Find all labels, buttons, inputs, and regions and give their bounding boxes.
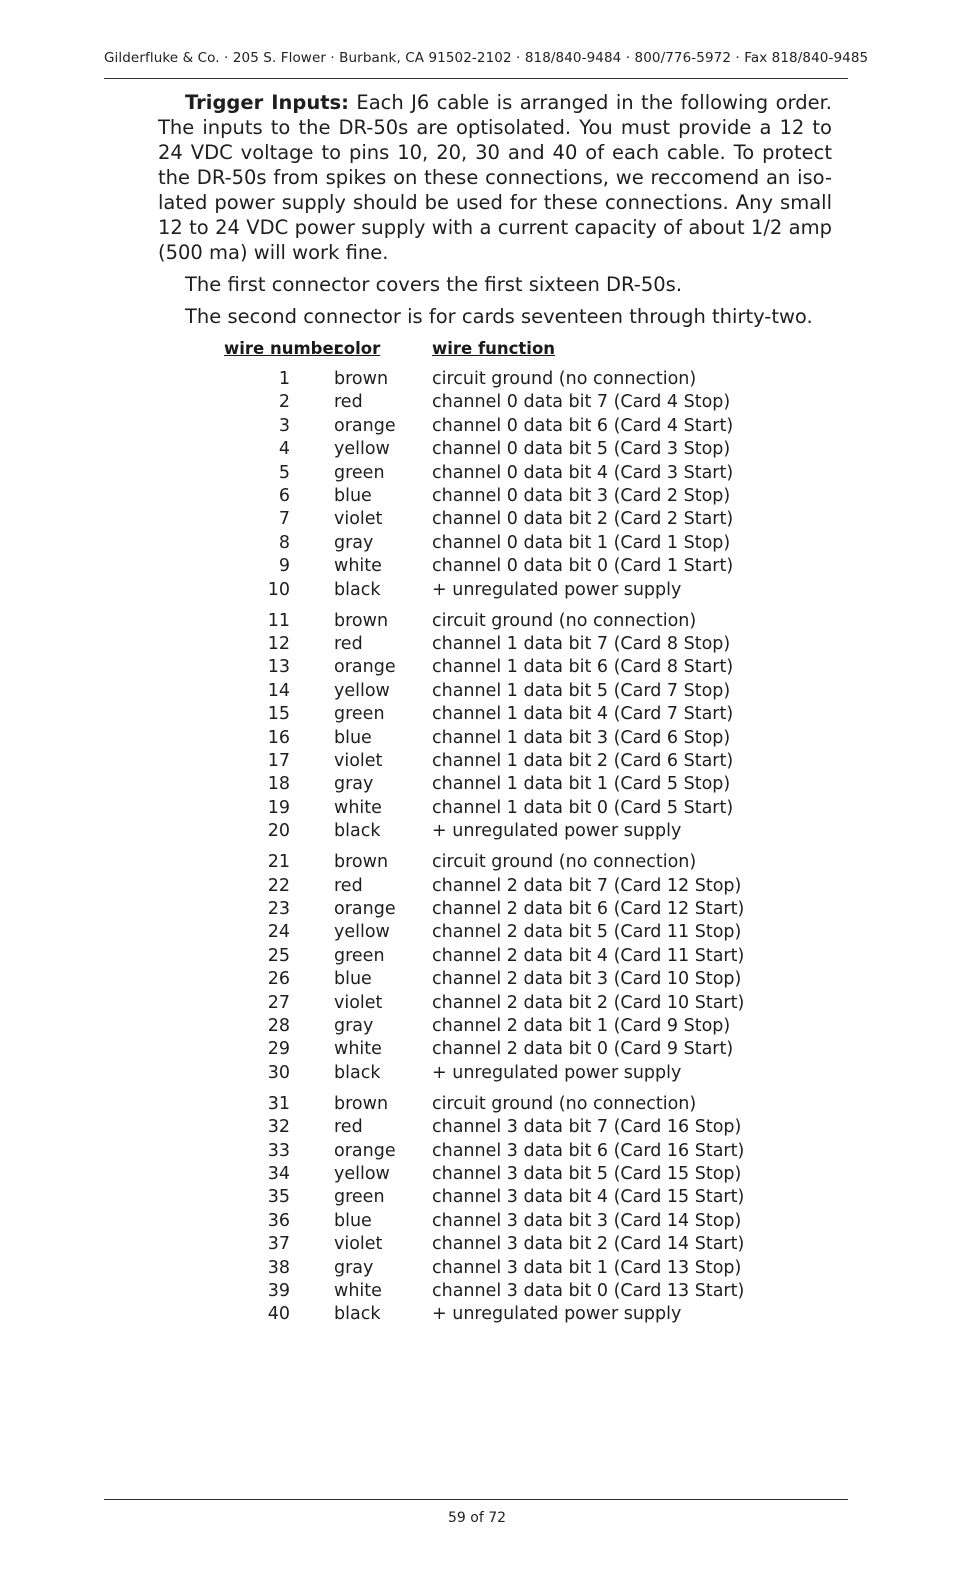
wire-color-cell: yellow [334,1163,390,1184]
wire-function-cell: channel 0 data bit 7 (Card 4 Stop) [432,392,731,413]
wire-color-cell: white [334,1039,382,1060]
table-row [0,1210,954,1233]
table-row [0,750,954,773]
wire-color-cell: brown [334,852,389,873]
wire-color-cell: blue [334,969,372,990]
wire-function-cell: channel 1 data bit 0 (Card 5 Start) [432,797,734,818]
wire-color-cell: green [334,704,385,725]
wire-function-cell: + unregulated power supply [432,579,682,600]
wire-color-cell: black [334,821,381,842]
wire-color-cell: orange [334,657,396,678]
wire-color-cell: brown [334,610,389,631]
wire-number-cell: 12 [267,633,290,654]
wire-group [0,610,954,844]
wire-function-cell: channel 2 data bit 4 (Card 11 Start) [432,945,745,966]
paragraph-body: Each J6 cable is arranged in the following order. The inputs to the DR-50s are optisolated. You must provide a 12 to 24 VDC voltage to pins 10, 20, 30 and 40 of each cable. To protect the DR-50s from spikes on these connections, we reccomend an iso-lated power supply should be used for these connections. Any small 12 to 24 VDC power supply with a current capacity of about 1/2 amp (500 ma) will work fine. [158,91,832,264]
wire-number-cell: 25 [267,945,290,966]
table-row [0,610,954,633]
wire-number-cell: 33 [267,1140,290,1161]
footer-divider [104,1499,848,1500]
table-row [0,1303,954,1326]
table-row [0,820,954,843]
wire-function-cell: channel 0 data bit 3 (Card 2 Stop) [432,485,731,506]
table-row [0,1015,954,1038]
table-row [0,532,954,555]
wire-number-cell: 29 [267,1039,290,1060]
wire-color-cell: violet [334,1234,383,1255]
wire-function-cell: channel 0 data bit 4 (Card 3 Start) [432,462,734,483]
wire-number-cell: 28 [267,1015,290,1036]
table-row [0,898,954,921]
table-row [0,485,954,508]
wire-number-cell: 2 [278,392,290,413]
table-row [0,921,954,944]
table-row [0,1257,954,1280]
table-row [0,462,954,485]
wire-group [0,1093,954,1327]
wire-function-cell: channel 3 data bit 3 (Card 14 Stop) [432,1210,742,1231]
wire-function-cell: circuit ground (no connection) [432,369,697,389]
table-row [0,1280,954,1303]
wire-color-cell: green [334,462,385,483]
wire-function-cell: channel 3 data bit 1 (Card 13 Stop) [432,1257,742,1278]
table-row [0,992,954,1015]
wire-number-cell: 14 [267,680,290,701]
wire-color-cell: yellow [334,922,390,943]
wire-function-cell: channel 1 data bit 7 (Card 8 Stop) [432,633,731,654]
wire-function-cell: channel 2 data bit 7 (Card 12 Stop) [432,875,742,896]
wire-color-cell: red [334,875,363,896]
wire-color-cell: violet [334,992,383,1013]
wire-color-cell: orange [334,1140,396,1161]
wire-number-cell: 3 [278,415,290,436]
wire-function-cell: channel 0 data bit 6 (Card 4 Start) [432,415,734,436]
wire-number-cell: 21 [267,852,290,873]
table-row [0,875,954,898]
wire-function-cell: channel 0 data bit 0 (Card 1 Start) [432,556,734,577]
wire-function-cell: channel 2 data bit 1 (Card 9 Stop) [432,1015,731,1036]
wire-number-cell: 20 [267,821,290,842]
wire-number-cell: 4 [278,439,290,460]
wire-function-cell: + unregulated power supply [432,1062,682,1083]
table-row [0,1038,954,1061]
wire-color-cell: yellow [334,439,390,460]
table-row [0,555,954,578]
wire-color-cell: gray [334,1015,374,1036]
wire-function-cell: channel 3 data bit 4 (Card 15 Start) [432,1187,745,1208]
wire-color-cell: blue [334,485,372,506]
wire-group [0,851,954,1085]
table-row [0,1093,954,1116]
wire-function-cell: circuit ground (no connection) [432,852,697,873]
wire-number-cell: 35 [267,1187,290,1208]
wire-function-cell: channel 2 data bit 6 (Card 12 Start) [432,898,745,919]
column-header-wire-function: wire function [432,339,556,358]
wire-number-cell: 13 [267,657,290,678]
wire-number-cell: 30 [267,1062,290,1083]
wire-color-cell: brown [334,369,389,389]
wire-color-cell: green [334,1187,385,1208]
wire-color-cell: green [334,945,385,966]
table-row [0,438,954,461]
wire-color-cell: blue [334,1210,372,1231]
wire-function-cell: channel 1 data bit 2 (Card 6 Start) [432,750,734,771]
wire-color-cell: red [334,633,363,654]
wire-number-cell: 5 [278,462,290,483]
page-number: 59 of 72 [447,1510,507,1526]
wire-number-cell: 11 [267,610,290,631]
wire-number-cell: 17 [267,750,290,771]
table-row [0,368,954,391]
wire-function-cell: channel 0 data bit 2 (Card 2 Start) [432,509,734,530]
wire-function-cell: channel 1 data bit 3 (Card 6 Stop) [432,727,731,748]
wire-color-cell: white [334,556,382,577]
wire-function-cell: channel 3 data bit 0 (Card 13 Start) [432,1280,745,1301]
wire-number-cell: 8 [278,532,290,553]
wire-function-cell: channel 2 data bit 3 (Card 10 Stop) [432,969,742,990]
wire-number-cell: 18 [267,774,290,795]
wire-number-cell: 6 [278,485,290,506]
wire-function-cell: channel 1 data bit 5 (Card 7 Stop) [432,680,731,701]
wire-number-cell: 31 [267,1093,290,1114]
wire-number-cell: 7 [278,509,290,530]
table-row [0,727,954,750]
wire-number-cell: 23 [267,898,290,919]
table-row [0,1116,954,1139]
wire-function-cell: channel 3 data bit 6 (Card 16 Start) [432,1140,745,1161]
wire-number-cell: 16 [267,727,290,748]
wire-function-cell: channel 1 data bit 6 (Card 8 Start) [432,657,734,678]
table-row [0,1186,954,1209]
table-row [0,773,954,796]
wire-number-cell: 19 [267,797,290,818]
column-header-color: color [334,339,381,358]
wire-function-cell: channel 3 data bit 7 (Card 16 Stop) [432,1117,742,1138]
wire-number-cell: 32 [267,1117,290,1138]
table-row [0,391,954,414]
wire-number-cell: 36 [267,1210,290,1231]
wire-function-cell: channel 2 data bit 2 (Card 10 Start) [432,992,745,1013]
wire-table [0,368,954,1334]
wire-color-cell: black [334,579,381,600]
wire-color-cell: blue [334,727,372,748]
wire-color-cell: gray [334,532,374,553]
wire-number-cell: 9 [278,556,290,577]
second-connector-note: The second connector is for cards seventeen through thirty-two. [185,305,813,328]
wire-color-cell: violet [334,750,383,771]
wire-number-cell: 38 [267,1257,290,1278]
table-row [0,415,954,438]
wire-function-cell: channel 2 data bit 0 (Card 9 Start) [432,1039,734,1060]
table-row [0,851,954,874]
wire-function-cell: channel 0 data bit 1 (Card 1 Stop) [432,532,731,553]
wire-color-cell: white [334,1280,382,1301]
wire-number-cell: 22 [267,875,290,896]
wire-color-cell: red [334,392,363,413]
wire-number-cell: 34 [267,1163,290,1184]
trigger-inputs-paragraph [158,90,832,265]
wire-number-cell: 1 [278,369,290,389]
wire-color-cell: orange [334,415,396,436]
wire-color-cell: violet [334,509,383,530]
table-row [0,1140,954,1163]
wire-number-cell: 27 [267,992,290,1013]
wire-color-cell: gray [334,1257,374,1278]
wire-color-cell: white [334,797,382,818]
table-row [0,968,954,991]
wire-color-cell: black [334,1062,381,1083]
wire-function-cell: channel 2 data bit 5 (Card 11 Stop) [432,922,742,943]
wire-function-cell: channel 1 data bit 1 (Card 5 Stop) [432,774,731,795]
table-row [0,579,954,602]
wire-function-cell: circuit ground (no connection) [432,610,697,631]
table-row [0,1163,954,1186]
page-header: Gilderfluke & Co. · 205 S. Flower · Burbank, CA 91502-2102 · 818/840-9484 · 800/776-5972 · Fax 818/840-9485 [104,50,869,66]
header-divider [104,78,848,79]
table-row [0,703,954,726]
wire-function-cell: + unregulated power supply [432,821,682,842]
paragraph-heading: Trigger Inputs: [185,91,349,114]
wire-function-cell: channel 3 data bit 5 (Card 15 Stop) [432,1163,742,1184]
table-row [0,1062,954,1085]
table-row [0,656,954,679]
table-row [0,680,954,703]
wire-color-cell: red [334,1117,363,1138]
wire-number-cell: 39 [267,1280,290,1301]
wire-function-cell: + unregulated power supply [432,1304,682,1325]
wire-number-cell: 26 [267,969,290,990]
wire-group [0,368,954,602]
first-connector-note: The first connector covers the first sixteen DR-50s. [185,273,683,296]
wire-function-cell: channel 3 data bit 2 (Card 14 Start) [432,1234,745,1255]
table-row [0,1233,954,1256]
wire-function-cell: channel 0 data bit 5 (Card 3 Stop) [432,439,731,460]
wire-number-cell: 40 [267,1304,290,1325]
wire-color-cell: black [334,1304,381,1325]
wire-number-cell: 37 [267,1234,290,1255]
wire-color-cell: yellow [334,680,390,701]
wire-number-cell: 24 [267,922,290,943]
wire-color-cell: gray [334,774,374,795]
table-row [0,945,954,968]
wire-number-cell: 10 [267,579,290,600]
table-row [0,797,954,820]
table-row [0,633,954,656]
wire-number-cell: 15 [267,704,290,725]
wire-function-cell: circuit ground (no connection) [432,1093,697,1114]
column-header-wire-number: wire number [224,339,342,358]
table-row [0,508,954,531]
wire-color-cell: brown [334,1093,389,1114]
wire-color-cell: orange [334,898,396,919]
wire-function-cell: channel 1 data bit 4 (Card 7 Start) [432,704,734,725]
